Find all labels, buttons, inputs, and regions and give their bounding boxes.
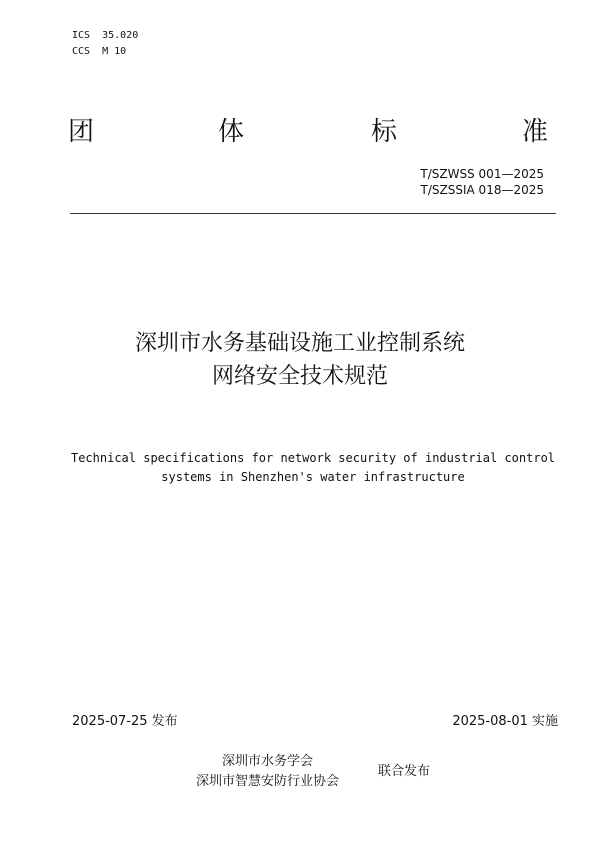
chinese-title [0, 327, 600, 393]
issuing-organizations [196, 752, 339, 792]
header-divider [70, 213, 556, 214]
english-title-line-1: Technical specifications for network security of industrial control [70, 451, 556, 465]
issuer-org-2: 深圳市智慧安防行业协会 [196, 774, 340, 789]
chinese-title-line-2: 网络安全技术规范 [211, 364, 388, 389]
chinese-title-line-1: 深圳市水务基础设施工业控制系统 [134, 331, 465, 356]
implementation-date: 2025-08-01 实施 [452, 714, 558, 729]
english-title [0, 449, 600, 487]
classification-codes [72, 28, 138, 60]
standard-type-char: 体 [218, 117, 245, 147]
release-date: 2025-07-25 发布 [72, 714, 178, 729]
standard-type-char: 团 [68, 117, 95, 147]
english-title-line-2: systems in Shenzhen's water infrastructure [161, 470, 465, 484]
standard-type-heading [68, 114, 549, 150]
standard-number-secondary: T/SZSSIA 018—2025 [420, 183, 544, 197]
joint-release-label: 联合发布 [378, 764, 431, 779]
ccs-code: CCS M 10 [72, 46, 127, 57]
standard-numbers [420, 166, 544, 198]
standard-type-char: 标 [371, 117, 398, 147]
standard-type-char: 准 [522, 117, 549, 147]
ics-code: ICS 35.020 [72, 30, 139, 41]
issuer-org-1: 深圳市水务学会 [222, 754, 314, 769]
standard-number-primary: T/SZWSS 001—2025 [420, 167, 544, 181]
